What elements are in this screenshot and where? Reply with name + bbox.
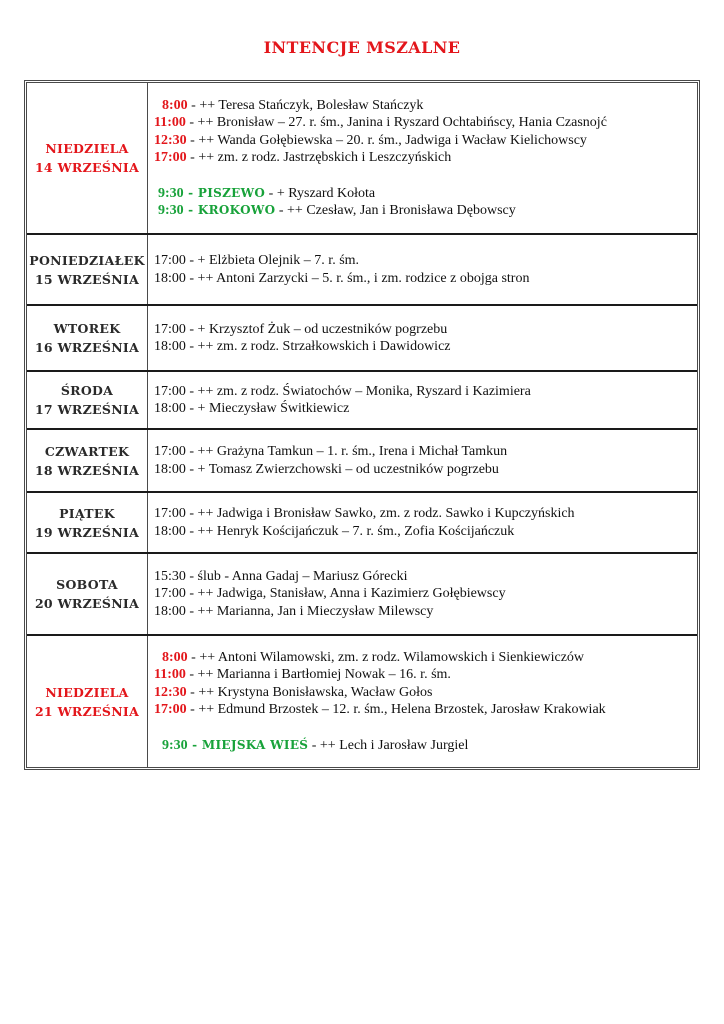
day-row-friday-19 [27, 493, 697, 554]
day-date: 15 WRZEŚNIA [34, 271, 140, 287]
day-name: ŚRODA [60, 383, 114, 398]
day-cell [27, 306, 148, 370]
mass-entry [154, 270, 697, 288]
mass-time: 9:30 [162, 737, 188, 753]
day-row-saturday-20 [27, 554, 697, 636]
mass-time: 18:00 [154, 461, 186, 477]
day-date: 14 WRZEŚNIA [34, 160, 140, 175]
mass-time: 9:30 [158, 185, 184, 201]
entries-cell [148, 636, 697, 767]
chapel-mass-entry [154, 202, 697, 220]
mass-entry [154, 97, 697, 115]
mass-intention: - ++ Antoni Zarzycki – 5. r. śm., i zm. rodzice z obojga stron [185, 270, 530, 286]
page-title: INTENCJE MSZALNE [263, 38, 461, 57]
mass-entry [154, 132, 697, 150]
day-date: 19 WRZEŚNIA [34, 524, 140, 540]
mass-intention: - ++ Jadwiga i Bronisław Sawko, zm. z rodz. Sawko i Kupczyńskich [185, 506, 575, 521]
chapel-mass-entry [154, 737, 697, 755]
mass-entry [154, 701, 697, 719]
mass-entry [154, 603, 697, 621]
mass-intention: - ++ zm. z rodz. Strzałkowskich i Dawidowicz [185, 339, 451, 354]
mass-intention: - ++ zm. z rodz. Jastrzębskich i Leszczyńskich [186, 150, 452, 165]
mass-intention: - + Tomasz Zwierzchowski – od uczestników pogrzebu [185, 461, 499, 477]
mass-entry [154, 523, 697, 541]
day-cell [27, 636, 148, 767]
mass-intention: - ++ Teresa Stańczyk, Bolesław Stańczyk [187, 97, 424, 113]
day-name: PONIEDZIAŁEK [29, 252, 145, 268]
mass-intention: - ++ Jadwiga, Stanisław, Anna i Kazimierz Gołębiewscy [185, 586, 506, 602]
day-name: NIEDZIELA [45, 684, 129, 700]
mass-time: 12:30 [154, 132, 187, 148]
mass-time: 12:30 [154, 684, 187, 700]
entries-cell [148, 306, 697, 370]
mass-entry [154, 443, 697, 461]
mass-intention: - ++ Bronisław – 27. r. śm., Janina i Ryszard Ochtabińscy, Hania Czasnojć [185, 115, 607, 130]
mass-intention: - ++ Marianna, Jan i Mieczysław Milewscy [185, 603, 434, 619]
day-cell [27, 554, 148, 634]
day-row-sunday-14 [27, 83, 697, 235]
mass-time: 17:00 [154, 444, 186, 459]
day-cell [27, 493, 148, 552]
intentions-table [24, 80, 700, 770]
mass-entry [154, 252, 697, 270]
day-date: 16 WRZEŚNIA [34, 340, 140, 355]
mass-time: 18:00 [154, 523, 186, 539]
day-row-thursday-18 [27, 430, 697, 493]
mass-time: 11:00 [154, 667, 186, 683]
mass-entry [154, 114, 697, 132]
mass-intention: - ++ Antoni Wilamowski, zm. z rodz. Wilamowskich i Sienkiewiczów [187, 649, 585, 665]
day-name: WTOREK [53, 321, 121, 336]
mass-time: 18:00 [154, 401, 186, 416]
chapel-mass-entry [154, 185, 697, 203]
mass-entry [154, 684, 697, 702]
mass-entry [154, 383, 697, 401]
mass-entry [154, 666, 697, 684]
mass-time: 11:00 [154, 115, 186, 130]
mass-time: 17:00 [154, 702, 187, 718]
mass-time: 15:30 [154, 568, 186, 584]
mass-entry [154, 461, 697, 479]
day-cell [27, 235, 148, 304]
entries-cell [148, 83, 697, 233]
day-row-monday-15 [27, 235, 697, 306]
mass-entry [154, 400, 697, 418]
mass-time: 17:00 [154, 383, 186, 399]
mass-intention: - ++ Krystyna Bonisławska, Wacław Gołos [186, 684, 433, 700]
day-name: SOBOTA [56, 577, 118, 592]
entries-cell [148, 554, 697, 634]
day-cell [27, 430, 148, 491]
mass-entry [154, 568, 697, 586]
mass-intention: - + Mieczysław Świtkiewicz [185, 401, 350, 416]
mass-place: - PISZEWO [183, 185, 266, 200]
mass-time: 17:00 [154, 150, 187, 165]
mass-intention: - ++ Marianna i Bartłomiej Nowak – 16. r. śm. [185, 667, 451, 683]
mass-time: 18:00 [154, 603, 186, 619]
mass-time: 8:00 [162, 649, 188, 665]
mass-intention: - ++ Lech i Jarosław Jurgiel [308, 737, 469, 753]
day-date: 21 WRZEŚNIA [34, 703, 140, 719]
mass-time: 17:00 [154, 253, 186, 268]
day-row-wednesday-17 [27, 372, 697, 430]
mass-intention: - ++ Edmund Brzostek – 12. r. śm., Helena Brzostek, Jarosław Krakowiak [186, 702, 606, 718]
day-date: 18 WRZEŚNIA [34, 462, 140, 478]
entries-cell [148, 235, 697, 304]
mass-time: 17:00 [154, 321, 186, 337]
mass-place: - KROKOWO [183, 203, 276, 217]
mass-entry [154, 585, 697, 603]
entries-cell [148, 372, 697, 428]
mass-intention: - ślub - Anna Gadaj – Mariusz Górecki [185, 568, 408, 584]
mass-intention: - ++ Czesław, Jan i Bronisława Dębowscy [275, 203, 516, 218]
day-row-tuesday-16 [27, 306, 697, 372]
day-name: NIEDZIELA [45, 141, 129, 156]
mass-time: 18:00 [154, 339, 186, 354]
day-name: CZWARTEK [44, 443, 130, 459]
mass-intention: - ++ Henryk Kościjańczuk – 7. r. śm., Zofia Kościjańczuk [185, 523, 515, 539]
day-row-sunday-21 [27, 636, 697, 767]
mass-entry [154, 505, 697, 523]
mass-entry [154, 338, 697, 356]
entries-cell [148, 430, 697, 491]
mass-intention: - ++ Wanda Gołębiewska – 20. r. śm., Jadwiga i Wacław Kielichowscy [186, 132, 587, 148]
entries-cell [148, 493, 697, 552]
mass-intention: - + Elżbieta Olejnik – 7. r. śm. [185, 253, 360, 268]
mass-time: 17:00 [154, 586, 186, 602]
mass-intention: - ++ zm. z rodz. Światochów – Monika, Ryszard i Kazimiera [185, 383, 531, 399]
day-date: 17 WRZEŚNIA [34, 402, 140, 417]
day-name: PIĄTEK [59, 505, 115, 521]
mass-time: 9:30 [158, 203, 184, 218]
mass-entry [154, 149, 697, 167]
mass-place: - MIEJSKA WIEŚ [187, 737, 309, 752]
mass-intention: - + Ryszard Kołota [265, 185, 376, 201]
day-cell [27, 83, 148, 233]
mass-time: 17:00 [154, 506, 186, 521]
mass-entry [154, 321, 697, 339]
day-cell [27, 372, 148, 428]
day-date: 20 WRZEŚNIA [34, 596, 140, 611]
mass-entry [154, 649, 697, 667]
mass-time: 18:00 [154, 270, 186, 286]
mass-time: 8:00 [162, 97, 188, 113]
mass-intention: - + Krzysztof Żuk – od uczestników pogrzebu [185, 321, 448, 337]
mass-intention: - ++ Grażyna Tamkun – 1. r. śm., Irena i Michał Tamkun [185, 444, 508, 459]
